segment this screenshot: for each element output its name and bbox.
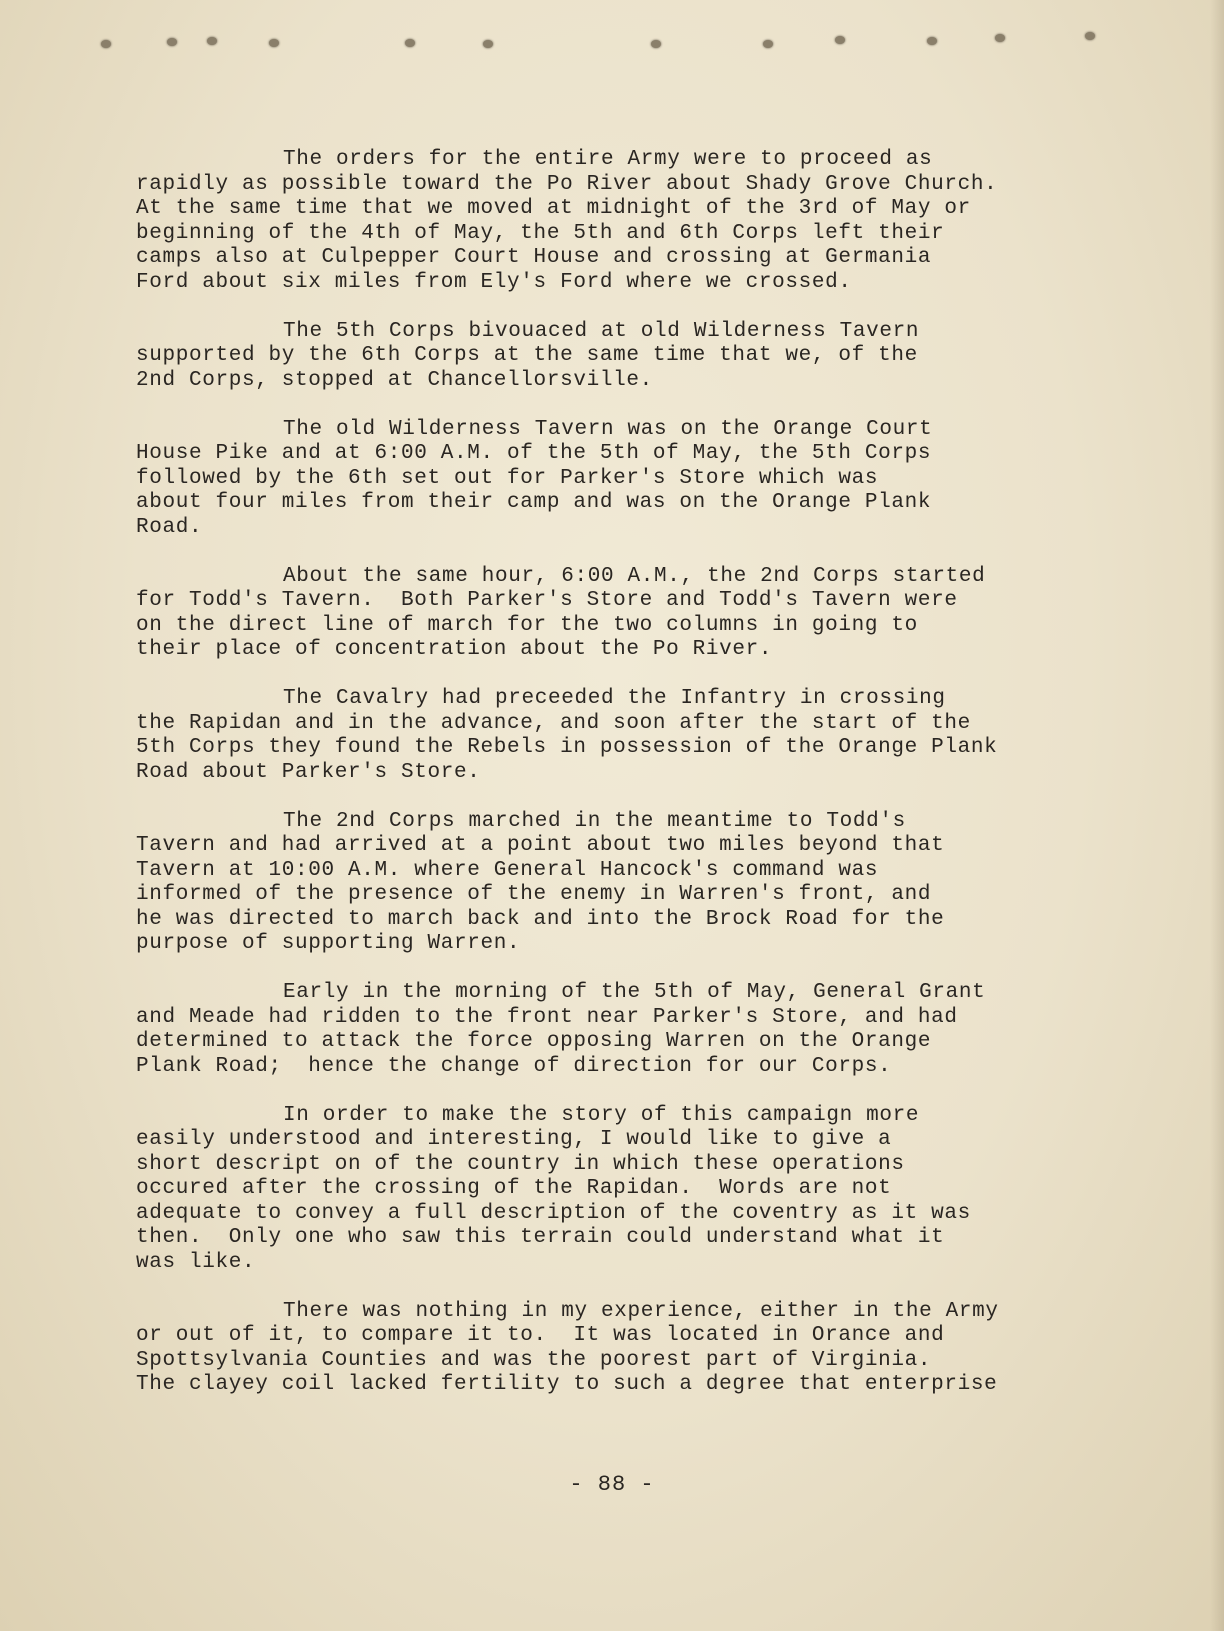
paragraph [136,320,1136,394]
text-line: beginning of the 4th of May, the 5th and 6th Corps left their [136,221,945,245]
text-line: informed of the presence of the enemy in Warren's front, and [136,883,932,906]
binding-hole [101,40,111,48]
text-line: purpose of supporting Warren. [136,932,521,955]
page-number: - 88 - [569,1472,655,1497]
text-line: The clayey coil lacked fertility to such a degree that enterprise [136,1373,998,1396]
text-line: determined to attack the force opposing Warren on the Orange [136,1030,932,1053]
text-line: then. Only one who saw this terrain could understand what it [136,1226,945,1249]
text-line: on the direct line of march for the two columns in going to [136,613,918,637]
text-line: At the same time that we moved at midnight of the 3rd of May or [136,197,971,220]
text-line: The Cavalry had preceeded the Infantry in crossing [283,687,946,710]
text-line: Spottsylvania Counties and was the poorest part of Virginia. [136,1348,932,1372]
text-line: Road about Parker's Store. [136,760,481,784]
text-line: There was nothing in my experience, either in the Army [283,1299,999,1323]
binding-hole [405,39,415,47]
binding-hole [995,34,1005,42]
text-line: The 2nd Corps marched in the meantime to Todd's [283,809,906,833]
text-line: Tavern at 10:00 A.M. where General Hancock's command was [136,858,879,882]
paragraph [136,1104,1136,1276]
text-line: their place of concentration about the Po River. [136,638,773,661]
text-line: The old Wilderness Tavern was on the Orange Court [283,417,933,441]
binding-hole [207,37,217,45]
text-line: camps also at Culpepper Court House and crossing at Germania [136,246,932,269]
text-line: the Rapidan and in the advance, and soon after the start of the [136,711,971,735]
typed-text-body [136,148,1136,1422]
binding-hole [483,40,493,48]
text-line: followed by the 6th set out for Parker's Store which was [136,466,879,490]
page-edge-shadow [1210,0,1224,1631]
paragraph [136,1300,1136,1398]
binding-hole [763,40,773,48]
text-line: was like. [136,1250,256,1274]
text-line: he was directed to march back and into the Brock Road for the [136,907,945,931]
text-line: House Pike and at 6:00 A.M. of the 5th of May, the 5th Corps [136,442,932,465]
text-line: Early in the morning of the 5th of May, General Grant [283,981,986,1004]
text-line: about four miles from their camp and was on the Orange Plank [136,491,932,514]
text-line: supported by the 6th Corps at the same time that we, of the [136,344,918,367]
text-line: Ford about six miles from Ely's Ford where we crossed. [136,270,852,294]
text-line: Plank Road; hence the change of direction for our Corps. [136,1054,892,1078]
text-line: easily understood and interesting, I would like to give a [136,1128,892,1151]
binding-hole [167,38,177,46]
text-line: Road. [136,515,203,539]
paragraph [136,148,1136,295]
text-line: The orders for the entire Army were to proceed as [283,148,933,171]
binding-hole [1085,32,1095,40]
binding-hole [269,39,279,47]
text-line: About the same hour, 6:00 A.M., the 2nd Corps started [283,564,986,588]
text-line: The 5th Corps bivouaced at old Wilderness Tavern [283,319,920,343]
text-line: short descript on of the country in which these operations [136,1152,905,1176]
text-line: and Meade had ridden to the front near Parker's Store, and had [136,1005,958,1029]
text-line: Tavern and had arrived at a point about two miles beyond that [136,834,945,857]
text-line: 2nd Corps, stopped at Chancellorsville. [136,368,653,392]
paragraph [136,981,1136,1079]
binding-hole [835,36,845,44]
paragraph [136,565,1136,663]
paragraph [136,687,1136,785]
text-line: for Todd's Tavern. Both Parker's Store and Todd's Tavern were [136,589,958,612]
text-line: or out of it, to compare it to. It was located in Orance and [136,1324,945,1347]
binding-hole [651,40,661,48]
text-line: occured after the crossing of the Rapidan. Words are not [136,1177,892,1200]
text-line: 5th Corps they found the Rebels in possession of the Orange Plank [136,736,998,759]
binding-holes [95,28,1155,58]
paragraph [136,810,1136,957]
text-line: rapidly as possible toward the Po River about Shady Grove Church. [136,172,998,196]
binding-hole [927,37,937,45]
paragraph [136,418,1136,541]
text-line: adequate to convey a full description of the coventry as it was [136,1201,971,1225]
text-line: In order to make the story of this campaign more [283,1103,920,1127]
